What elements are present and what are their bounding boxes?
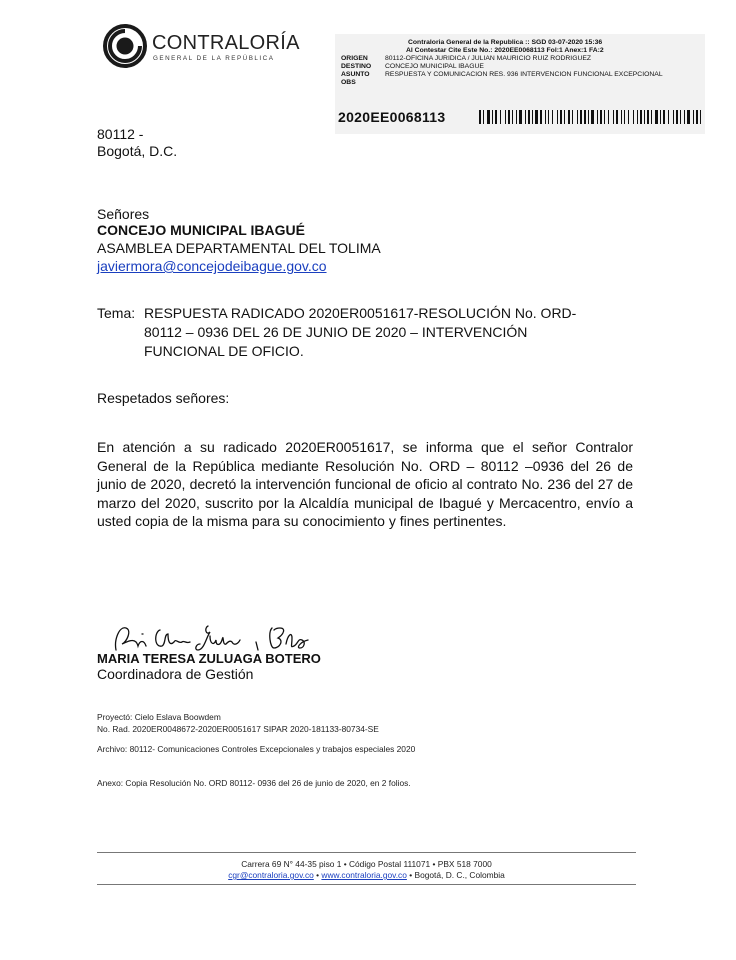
radicado-number: 2020EE0068113 [338,109,446,125]
stamp-asunto-label: ASUNTO [341,71,370,78]
logo-subtitle: GENERAL DE LA REPÚBLICA [153,55,275,62]
stamp-destino-value: CONCEJO MUNICIPAL IBAGUE [385,63,484,70]
stamp-asunto-value: RESPUESTA Y COMUNICACION RES. 936 INTERVENCION FUNCIONAL EXCEPCIONAL [385,71,663,78]
stamp-line-2: Al Contestar Cite Este No.: 2020EE0068113 Fol:1 Anex:1 FA:2 [406,47,604,54]
footer-divider-top [97,852,636,853]
reference-code: 80112 - [97,126,144,142]
logo-name: CONTRALORÍA [152,32,300,54]
footer-address: Carrera 69 N° 44-35 piso 1 • Código Postal 111071 • PBX 518 7000 [241,859,492,869]
recipient-org: CONCEJO MUNICIPAL IBAGUÉ [97,222,305,238]
footer-email-link[interactable]: cgr@contraloria.gov.co [228,870,314,880]
contraloria-logo [103,24,303,68]
tema-label: Tema: [97,305,136,321]
city-date: Bogotá, D.C. [97,143,178,159]
footer-divider-bottom [97,884,636,885]
recipient-org-2: ASAMBLEA DEPARTAMENTAL DEL TOLIMA [97,240,381,256]
note-archivo: Archivo: 80112- Comunicaciones Controles Excepcionales y trabajos especiales 2020 [97,744,416,754]
footer-city: • Bogotá, D. C., Colombia [406,870,505,880]
salutation-line: Señores [97,206,150,222]
stamp-obs-label: OBS [341,79,356,86]
footer-separator: • [313,870,322,880]
signer-title: Coordinadora de Gestión [97,666,254,682]
stamp-destino-label: DESTINO [341,63,372,70]
tema-line-1: RESPUESTA RADICADO 2020ER0051617-RESOLUCIÓN No. ORD- [144,305,577,321]
contraloria-logo-icon [103,24,147,68]
stamp-origen-value: 80112-OFICINA JURIDICA / JULIAN MAURICIO RUIZ RODRIGUEZ [385,55,592,62]
signer-name: MARIA TERESA ZULUAGA BOTERO [97,651,321,666]
footer-contact [97,870,636,881]
tema-line-2: 80112 – 0936 DEL 26 DE JUNIO DE 2020 – INTERVENCIÓN [144,324,528,340]
greeting: Respetados señores: [97,390,230,406]
footer-website-link[interactable]: www.contraloria.gov.co [321,870,407,880]
stamp-line-1: Contraloria General de la Republica :: SGD 03-07-2020 15:36 [408,39,603,46]
body-paragraph: En atención a su radicado 2020ER0051617, se informa que el señor Contralor General de la República mediante Resolución No. ORD – 80112 –0936 del 26 de junio de 2020, decretó la intervención funcional de oficio al contrato No. 236 del 27 de marzo del 2020, suscrito por la Alcaldía municipal de Ibagué y Mercacentro, envío a usted copia de la misma para su conocimiento y fines pertinentes. [97,439,633,529]
note-anexo: Anexo: Copia Resolución No. ORD 80112- 0936 del 26 de junio de 2020, en 2 folios. [97,778,411,788]
stamp-origen-label: ORIGEN [341,55,368,62]
note-no-rad: No. Rad. 2020ER0048672-2020ER0051617 SIPAR 2020-181133-80734-SE [97,724,379,734]
tema-line-3: FUNCIONAL DE OFICIO. [144,343,304,359]
recipient-email-link[interactable]: javiermora@concejodeibague.gov.co [97,258,327,274]
note-proyecto: Proyectó: Cielo Eslava Boowdem [97,712,221,722]
barcode-icon [479,110,701,124]
